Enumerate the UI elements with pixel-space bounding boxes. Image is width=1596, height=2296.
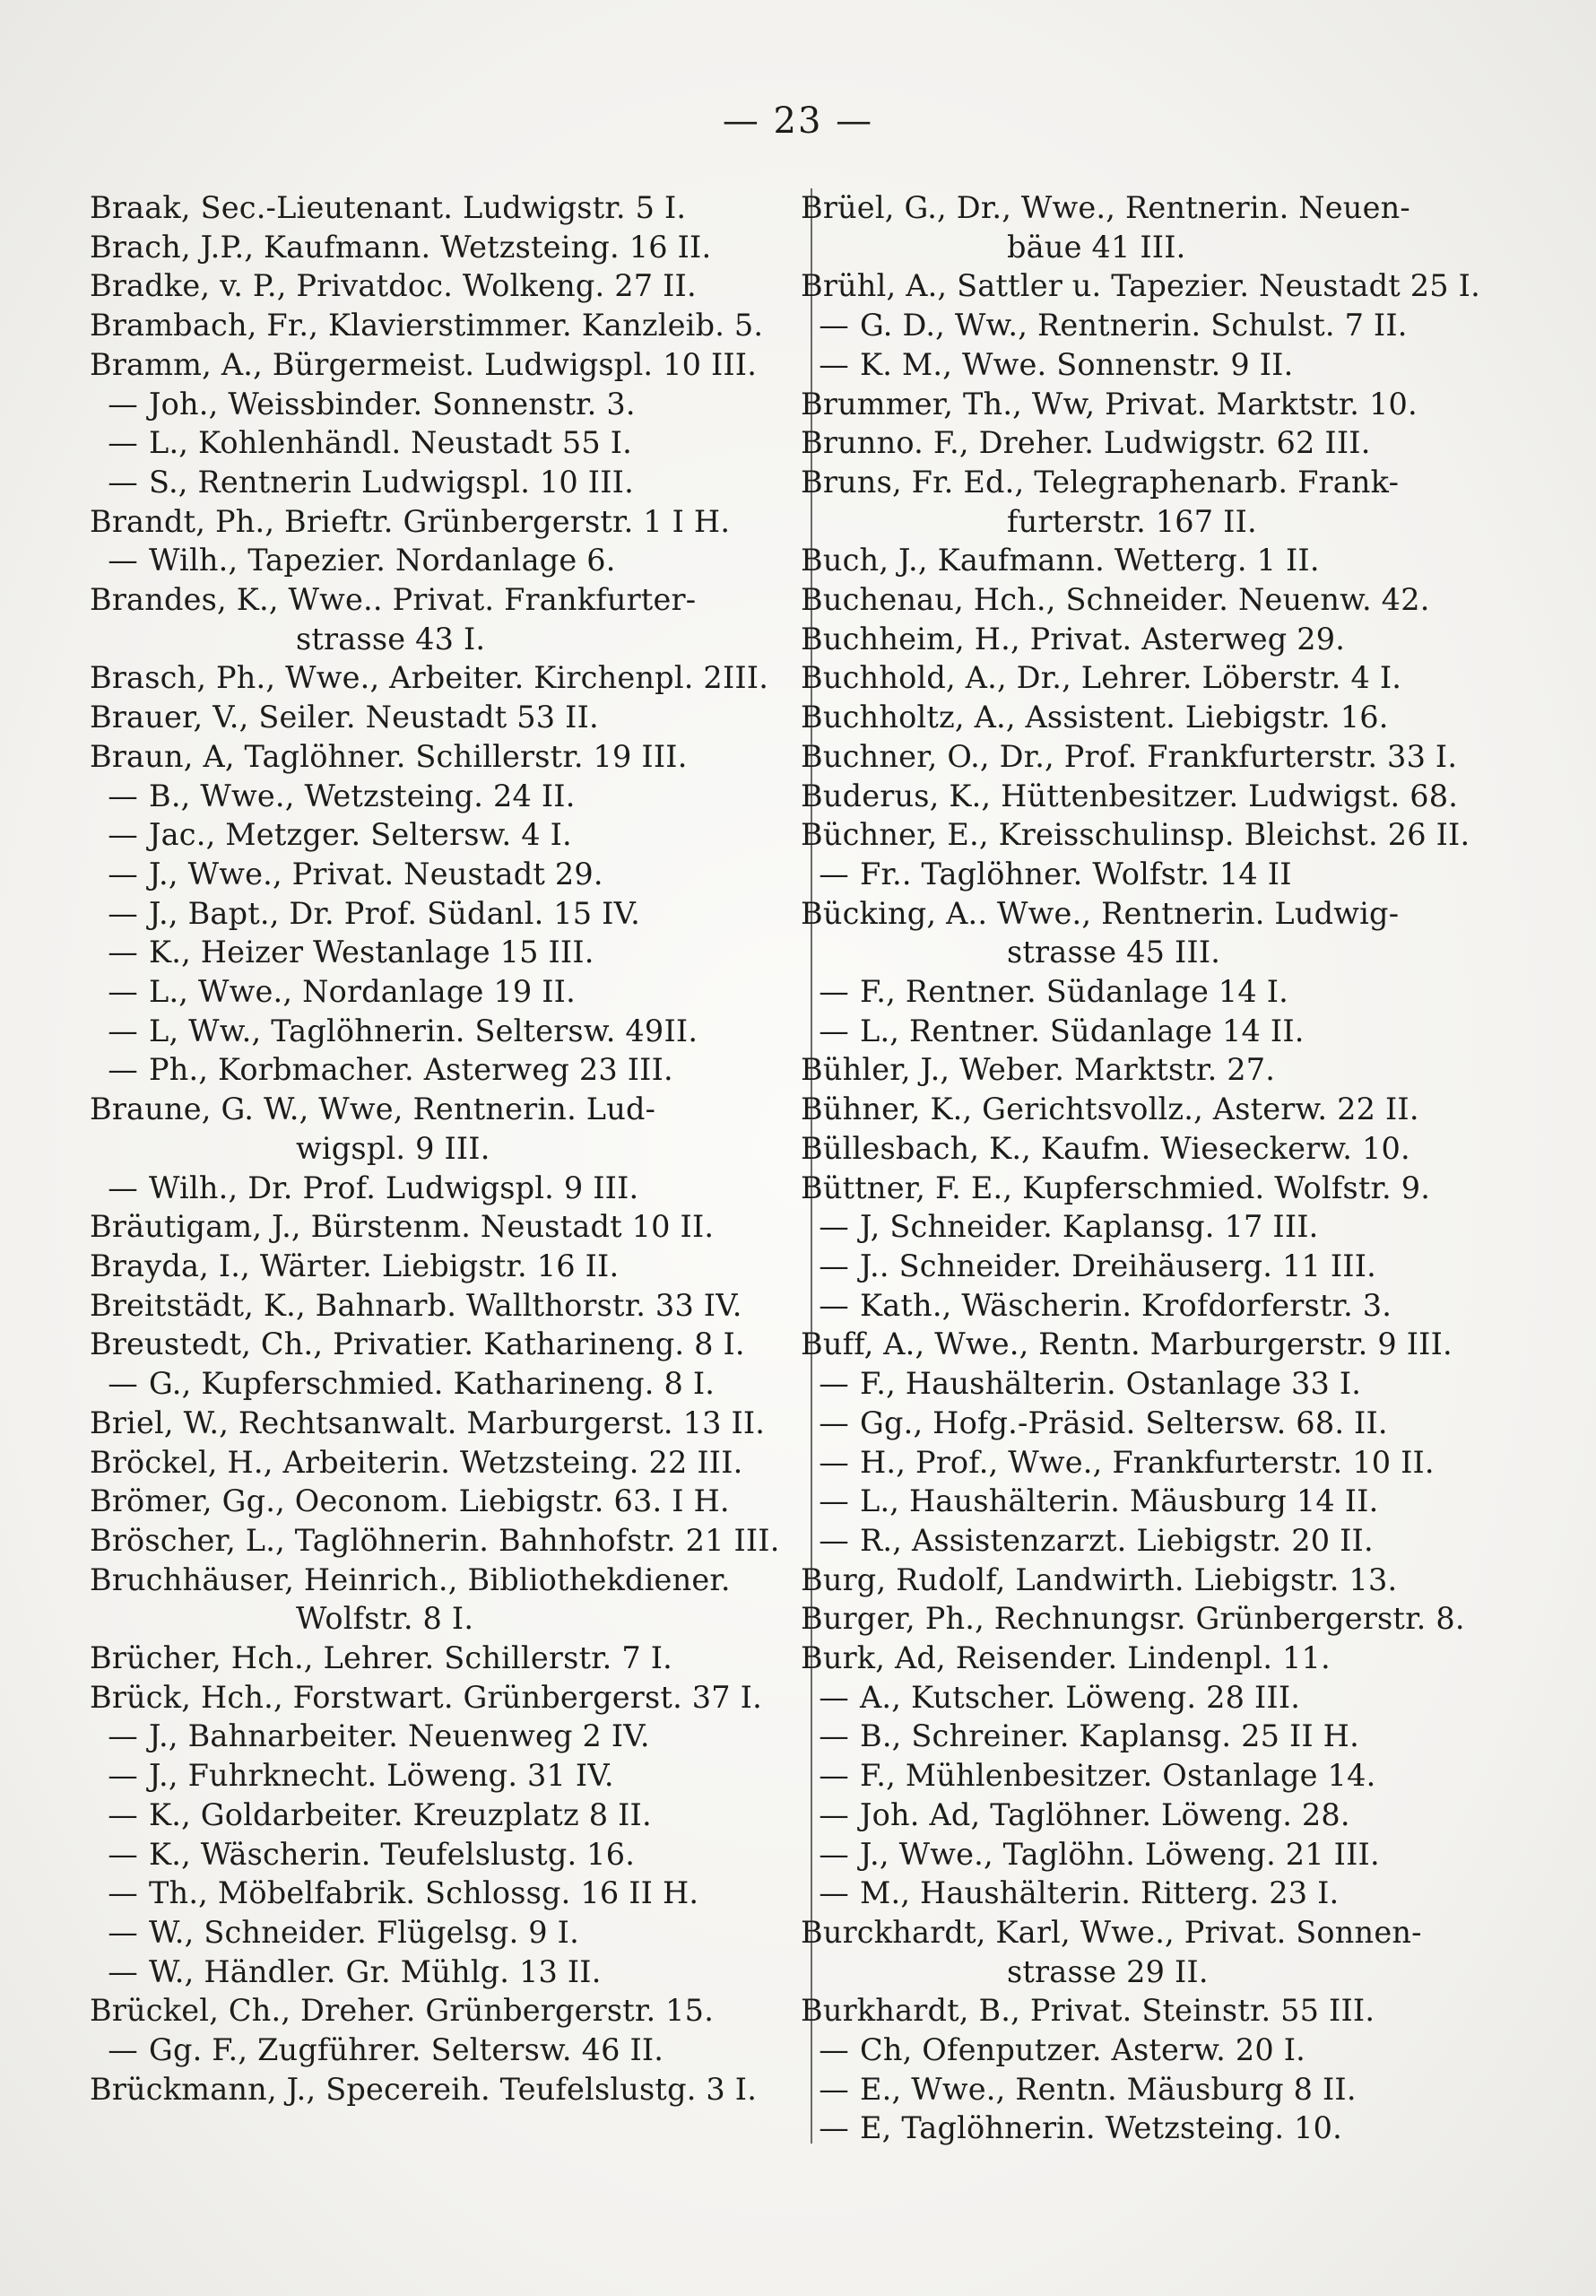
entry-text: Ph., Korbmacher. Asterweg 23 III.	[149, 1052, 673, 1088]
ditto-dash	[90, 1952, 138, 1992]
directory-entry-continuation	[801, 228, 1478, 267]
ditto-dash	[801, 1247, 849, 1286]
entry-text: Brömer, Gg., Oeconom. Liebigstr. 63. I H.	[90, 1483, 730, 1519]
directory-entry	[90, 1874, 767, 1913]
directory-entry	[801, 541, 1478, 580]
ditto-dash	[90, 1835, 138, 1874]
directory-entry	[90, 1404, 767, 1443]
entry-text: W., Händler. Gr. Mühlg. 13 II.	[149, 1953, 602, 1989]
directory-entry	[801, 815, 1478, 855]
directory-entry	[90, 1325, 767, 1364]
entry-text: Fr.. Taglöhner. Wolfstr. 14 II	[860, 856, 1292, 891]
directory-entry	[801, 1991, 1478, 2031]
directory-entry	[801, 1012, 1478, 1051]
directory-entry	[90, 972, 767, 1012]
directory-entry	[801, 1717, 1478, 1756]
entry-text: strasse 29 II.	[1007, 1953, 1209, 1989]
ditto-dash	[90, 1717, 138, 1756]
entry-text: Burkhardt, B., Privat. Steinstr. 55 III.	[801, 1993, 1375, 2029]
directory-entry	[90, 1521, 780, 1561]
directory-entry	[801, 1482, 1478, 1521]
entry-text: J.. Schneider. Dreihäuserg. 11 III.	[860, 1248, 1377, 1283]
ditto-dash	[90, 1874, 138, 1913]
entry-text: strasse 43 I.	[296, 621, 486, 657]
entry-text: Bruns, Fr. Ed., Telegraphenarb. Frank-	[801, 464, 1400, 500]
entry-text: J., Fuhrknecht. Löweng. 31 IV.	[149, 1758, 614, 1794]
entry-text: H., Prof., Wwe., Frankfurterstr. 10 II.	[860, 1444, 1435, 1480]
entry-text: bäue 41 III.	[1007, 229, 1186, 265]
directory-entry	[90, 1169, 767, 1208]
directory-entry	[801, 620, 1478, 659]
directory-entry	[90, 1482, 767, 1521]
entry-text: Burg, Rudolf, Landwirth. Liebigstr. 13.	[801, 1561, 1398, 1597]
entry-text: Buch, J., Kaufmann. Wetterg. 1 II.	[801, 543, 1320, 578]
directory-entry-continuation	[801, 933, 1478, 972]
ditto-dash	[90, 1364, 138, 1404]
entry-text: Ch, Ofenputzer. Asterw. 20 I.	[860, 2032, 1305, 2068]
directory-entry	[90, 815, 767, 855]
directory-entry	[90, 266, 767, 306]
directory-entry	[801, 1521, 1478, 1561]
directory-entry	[801, 2109, 1478, 2148]
entry-text: F., Mühlenbesitzer. Ostanlage 14.	[860, 1758, 1376, 1794]
entry-text: W., Schneider. Flügelsg. 9 I.	[149, 1914, 579, 1950]
directory-entry	[90, 345, 767, 385]
directory-entry	[90, 1796, 767, 1835]
entry-text: Bramm, A., Bürgermeist. Ludwigspl. 10 III.	[90, 346, 758, 382]
directory-entry	[801, 463, 1478, 502]
ditto-dash	[90, 463, 138, 502]
entry-text: Brückel, Ch., Dreher. Grünbergerstr. 15.	[90, 1993, 715, 2029]
entry-text: Bradke, v. P., Privatdoc. Wolkeng. 27 II.	[90, 268, 697, 304]
page-number: — 23 —	[722, 100, 874, 142]
directory-entry-continuation	[90, 620, 767, 659]
directory-entry	[90, 306, 767, 345]
directory-entry	[801, 1090, 1478, 1129]
directory-entry-continuation	[801, 1952, 1478, 1992]
ditto-dash	[90, 1012, 138, 1051]
directory-entry	[90, 737, 767, 777]
entry-text: Brasch, Ph., Wwe., Arbeiter. Kirchenpl. 2III.	[90, 660, 769, 696]
ditto-dash	[90, 385, 138, 424]
entry-text: Brach, J.P., Kaufmann. Wetzsteing. 16 II.	[90, 229, 712, 265]
entry-text: J., Wwe., Taglöhn. Löweng. 21 III.	[860, 1836, 1380, 1872]
entry-text: Gg. F., Zugführer. Seltersw. 46 II.	[149, 2032, 664, 2068]
entry-text: L, Ww., Taglöhnerin. Seltersw. 49II.	[149, 1013, 698, 1048]
ditto-dash	[90, 972, 138, 1012]
entry-text: J., Bahnarbeiter. Neuenweg 2 IV.	[149, 1718, 650, 1754]
entry-text: Bröckel, H., Arbeiterin. Wetzsteing. 22 III.	[90, 1444, 743, 1480]
entry-text: Brandes, K., Wwe.. Privat. Frankfurter-	[90, 582, 697, 618]
directory-entry	[90, 1717, 767, 1756]
entry-text: wigspl. 9 III.	[296, 1130, 490, 1166]
entry-text: Brayda, I., Wärter. Liebigstr. 16 II.	[90, 1248, 620, 1283]
directory-entry	[90, 698, 767, 737]
directory-entry	[90, 1639, 767, 1678]
directory-entry	[90, 1913, 767, 1952]
entry-text: Breitstädt, K., Bahnarb. Wallthorstr. 33 IV.	[90, 1287, 742, 1323]
directory-entry	[801, 1207, 1478, 1247]
entry-text: Brüel, G., Dr., Wwe., Rentnerin. Neuen-	[801, 190, 1410, 225]
ditto-dash	[801, 855, 849, 894]
ditto-dash	[801, 1874, 849, 1913]
entry-text: B., Schreiner. Kaplansg. 25 II H.	[860, 1718, 1359, 1754]
entry-text: J., Bapt., Dr. Prof. Südanl. 15 IV.	[149, 895, 640, 931]
directory-entry	[801, 1678, 1478, 1718]
entry-text: S., Rentnerin Ludwigspl. 10 III.	[149, 464, 634, 500]
directory-entry	[90, 188, 767, 228]
directory-entry	[90, 2031, 767, 2070]
ditto-dash	[801, 1012, 849, 1051]
entry-text: Brück, Hch., Forstwart. Grünbergerst. 37 I.	[90, 1679, 762, 1715]
directory-entry	[801, 1050, 1478, 1090]
directory-entry	[801, 2070, 1478, 2109]
directory-entry	[801, 972, 1478, 1012]
entry-text: Brücher, Hch., Lehrer. Schillerstr. 7 I.	[90, 1640, 673, 1676]
entry-text: R., Assistenzarzt. Liebigstr. 20 II.	[860, 1522, 1374, 1558]
entry-text: J, Schneider. Kaplansg. 17 III.	[860, 1209, 1319, 1245]
entry-text: Buchholtz, A., Assistent. Liebigstr. 16.	[801, 700, 1389, 735]
ditto-dash	[801, 1404, 849, 1443]
entry-text: Bruchhäuser, Heinrich., Bibliothekdiener.	[90, 1561, 731, 1597]
directory-entry	[90, 502, 767, 542]
ditto-dash	[801, 2031, 849, 2070]
entry-text: Burk, Ad, Reisender. Lindenpl. 11.	[801, 1640, 1331, 1676]
entry-text: A., Kutscher. Löweng. 28 III.	[860, 1679, 1301, 1715]
entry-text: Braune, G. W., Wwe, Rentnerin. Lud-	[90, 1091, 656, 1127]
directory-entry	[801, 1874, 1478, 1913]
directory-entry	[801, 777, 1478, 816]
entry-text: E, Taglöhnerin. Wetzsteing. 10.	[860, 2110, 1342, 2146]
ditto-dash	[90, 933, 138, 972]
entry-text: E., Wwe., Rentn. Mäusburg 8 II.	[860, 2071, 1357, 2107]
entry-text: Bühler, J., Weber. Marktstr. 27.	[801, 1052, 1276, 1088]
left-column	[90, 188, 780, 2109]
entry-text: M., Haushälterin. Ritterg. 23 I.	[860, 1875, 1340, 1911]
ditto-dash	[90, 1796, 138, 1835]
directory-entry	[801, 2031, 1478, 2070]
directory-entry	[801, 1286, 1478, 1326]
entry-text: Büttner, F. E., Kupferschmied. Wolfstr. 9.	[801, 1170, 1431, 1205]
directory-entry	[90, 1012, 767, 1051]
directory-entry	[90, 1443, 767, 1483]
ditto-dash	[801, 1796, 849, 1835]
entry-text: Bräutigam, J., Bürstenm. Neustadt 10 II.	[90, 1209, 715, 1245]
ditto-dash	[801, 1364, 849, 1404]
ditto-dash	[801, 1482, 849, 1521]
entry-text: K., Wäscherin. Teufelslustg. 16.	[149, 1836, 636, 1872]
directory-entry	[801, 1247, 1478, 1286]
ditto-dash	[801, 1678, 849, 1718]
ditto-dash	[90, 894, 138, 934]
ditto-dash	[801, 972, 849, 1012]
directory-entry	[801, 266, 1478, 306]
entry-text: Wilh., Dr. Prof. Ludwigspl. 9 III.	[149, 1170, 639, 1205]
directory-entry	[90, 1952, 767, 1992]
directory-entry	[801, 1364, 1478, 1404]
directory-entry	[90, 2070, 767, 2109]
directory-entry-continuation	[801, 502, 1478, 542]
directory-entry	[90, 1756, 767, 1796]
ditto-dash	[90, 855, 138, 894]
directory-entry	[90, 658, 767, 698]
entry-text: furterstr. 167 II.	[1007, 503, 1257, 539]
directory-entry	[801, 423, 1478, 463]
directory-entry	[801, 188, 1478, 228]
directory-entry	[90, 1991, 767, 2031]
directory-entry	[90, 933, 767, 972]
entry-text: F., Haushälterin. Ostanlage 33 I.	[860, 1366, 1362, 1402]
directory-entry	[801, 1129, 1478, 1169]
ditto-dash	[90, 1050, 138, 1090]
directory-entry	[90, 541, 767, 580]
entry-text: G. D., Ww., Rentnerin. Schulst. 7 II.	[860, 308, 1408, 344]
entry-text: L., Rentner. Südanlage 14 II.	[860, 1013, 1305, 1048]
ditto-dash	[801, 1756, 849, 1796]
entry-text: Joh., Weissbinder. Sonnenstr. 3.	[149, 386, 636, 422]
ditto-dash	[90, 541, 138, 580]
directory-entry	[90, 385, 767, 424]
directory-entry	[801, 1913, 1478, 1952]
ditto-dash	[801, 1443, 849, 1483]
ditto-dash	[801, 345, 849, 385]
entry-text: Buchheim, H., Privat. Asterweg 29.	[801, 621, 1346, 657]
ditto-dash	[801, 1207, 849, 1247]
ditto-dash	[801, 1717, 849, 1756]
entry-text: Jac., Metzger. Seltersw. 4 I.	[149, 817, 572, 853]
entry-text: Gg., Hofg.-Präsid. Seltersw. 68. II.	[860, 1405, 1388, 1440]
directory-entry	[801, 1404, 1478, 1443]
directory-entry	[801, 1796, 1478, 1835]
directory-entry	[801, 306, 1478, 345]
directory-entry	[801, 1169, 1478, 1208]
entry-text: Burger, Ph., Rechnungsr. Grünbergerstr. 8.	[801, 1601, 1465, 1637]
directory-entry	[801, 698, 1478, 737]
entry-text: Kath., Wäscherin. Krofdorferstr. 3.	[860, 1287, 1392, 1323]
directory-entry	[801, 385, 1478, 424]
entry-text: Buchhold, A., Dr., Lehrer. Löberstr. 4 I.	[801, 660, 1402, 696]
ditto-dash	[801, 306, 849, 345]
directory-entry	[90, 580, 767, 620]
directory-entry	[90, 228, 767, 267]
directory-entry	[90, 463, 767, 502]
directory-entry	[90, 1835, 767, 1874]
directory-entry-continuation	[90, 1599, 767, 1639]
entry-text: Büllesbach, K., Kaufm. Wieseckerw. 10.	[801, 1130, 1410, 1166]
ditto-dash	[90, 777, 138, 816]
ditto-dash	[90, 1756, 138, 1796]
right-column	[801, 188, 1478, 2148]
directory-entry	[90, 777, 767, 816]
directory-entry	[90, 1286, 767, 1326]
entry-text: Brummer, Th., Ww, Privat. Marktstr. 10.	[801, 386, 1418, 422]
directory-entry	[801, 1639, 1478, 1678]
directory-entry	[90, 423, 767, 463]
ditto-dash	[90, 815, 138, 855]
entry-text: Wilh., Tapezier. Nordanlage 6.	[149, 543, 616, 578]
entry-text: F., Rentner. Südanlage 14 I.	[860, 974, 1288, 1010]
entry-text: Brambach, Fr., Klavierstimmer. Kanzleib. 5.	[90, 308, 764, 344]
directory-entry	[90, 1207, 767, 1247]
entry-text: Buderus, K., Hüttenbesitzer. Ludwigst. 68.	[801, 778, 1459, 813]
entry-text: Buchner, O., Dr., Prof. Frankfurterstr. 33 I.	[801, 738, 1458, 774]
directory-entry	[801, 1599, 1478, 1639]
entry-text: strasse 45 III.	[1007, 935, 1221, 970]
entry-text: Braun, A, Taglöhner. Schillerstr. 19 III.	[90, 738, 688, 774]
ditto-dash	[90, 1169, 138, 1208]
directory-entry	[801, 1756, 1478, 1796]
entry-text: K., Heizer Westanlage 15 III.	[149, 935, 594, 970]
directory-entry	[801, 855, 1478, 894]
ditto-dash	[801, 1521, 849, 1561]
directory-entry	[801, 658, 1478, 698]
directory-entry	[801, 345, 1478, 385]
entry-text: L., Kohlenhändl. Neustadt 55 I.	[149, 425, 633, 461]
entry-text: K., Goldarbeiter. Kreuzplatz 8 II.	[149, 1796, 652, 1832]
entry-text: Brunno. F., Dreher. Ludwigstr. 62 III.	[801, 425, 1371, 461]
entry-text: Brückmann, J., Specereih. Teufelslustg. 3 I.	[90, 2071, 758, 2107]
directory-entry	[801, 737, 1478, 777]
entry-text: B., Wwe., Wetzsteing. 24 II.	[149, 778, 576, 813]
entry-text: J., Wwe., Privat. Neustadt 29.	[149, 856, 603, 891]
directory-entry	[801, 1325, 1478, 1364]
directory-entry	[801, 1443, 1478, 1483]
ditto-dash	[801, 2070, 849, 2109]
entry-text: Braak, Sec.-Lieutenant. Ludwigstr. 5 I.	[90, 190, 687, 225]
directory-entry	[801, 580, 1478, 620]
directory-entry	[90, 1090, 767, 1129]
entry-text: Bücking, A.. Wwe., Rentnerin. Ludwig-	[801, 895, 1400, 931]
ditto-dash	[90, 423, 138, 463]
entry-text: G., Kupferschmied. Katharineng. 8 I.	[149, 1366, 716, 1402]
entry-text: L., Haushälterin. Mäusburg 14 II.	[860, 1483, 1379, 1519]
directory-entry	[90, 1050, 767, 1090]
ditto-dash	[801, 2109, 849, 2148]
ditto-dash	[90, 2031, 138, 2070]
directory-entry	[90, 1247, 767, 1286]
entry-text: Briel, W., Rechtsanwalt. Marburgerst. 13 II.	[90, 1405, 766, 1440]
entry-text: Büchner, E., Kreisschulinsp. Bleichst. 26 II.	[801, 817, 1470, 853]
entry-text: Breustedt, Ch., Privatier. Katharineng. 8 I.	[90, 1326, 745, 1362]
directory-entry	[801, 1835, 1478, 1874]
directory-entry	[90, 1561, 767, 1600]
entry-text: Burckhardt, Karl, Wwe., Privat. Sonnen-	[801, 1914, 1422, 1950]
entry-text: K. M., Wwe. Sonnenstr. 9 II.	[860, 346, 1294, 382]
entry-text: Th., Möbelfabrik. Schlossg. 16 II H.	[149, 1875, 699, 1911]
entry-text: Buchenau, Hch., Schneider. Neuenw. 42.	[801, 582, 1430, 618]
directory-entry	[90, 894, 767, 934]
directory-entry	[90, 855, 767, 894]
directory-entry	[90, 1364, 767, 1404]
directory-entry	[801, 894, 1478, 934]
entry-text: Bühner, K., Gerichtsvollz., Asterw. 22 II.	[801, 1091, 1419, 1127]
entry-text: L., Wwe., Nordanlage 19 II.	[149, 974, 576, 1010]
ditto-dash	[801, 1835, 849, 1874]
entry-text: Joh. Ad, Taglöhner. Löweng. 28.	[860, 1796, 1350, 1832]
entry-text: Buff, A., Wwe., Rentn. Marburgerstr. 9 III.	[801, 1326, 1453, 1362]
directory-entry-continuation	[90, 1129, 767, 1169]
directory-entry	[801, 1561, 1478, 1600]
ditto-dash	[801, 1286, 849, 1326]
entry-text: Brühl, A., Sattler u. Tapezier. Neustadt 25 I.	[801, 268, 1480, 304]
directory-entry	[90, 1678, 767, 1718]
ditto-dash	[90, 1913, 138, 1952]
entry-text: Wolfstr. 8 I.	[296, 1601, 474, 1637]
entry-text: Brandt, Ph., Brieftr. Grünbergerstr. 1 I H.	[90, 503, 731, 539]
entry-text: Brauer, V., Seiler. Neustadt 53 II.	[90, 700, 599, 735]
entry-text: Bröscher, L., Taglöhnerin. Bahnhofstr. 21 III.	[90, 1522, 780, 1558]
